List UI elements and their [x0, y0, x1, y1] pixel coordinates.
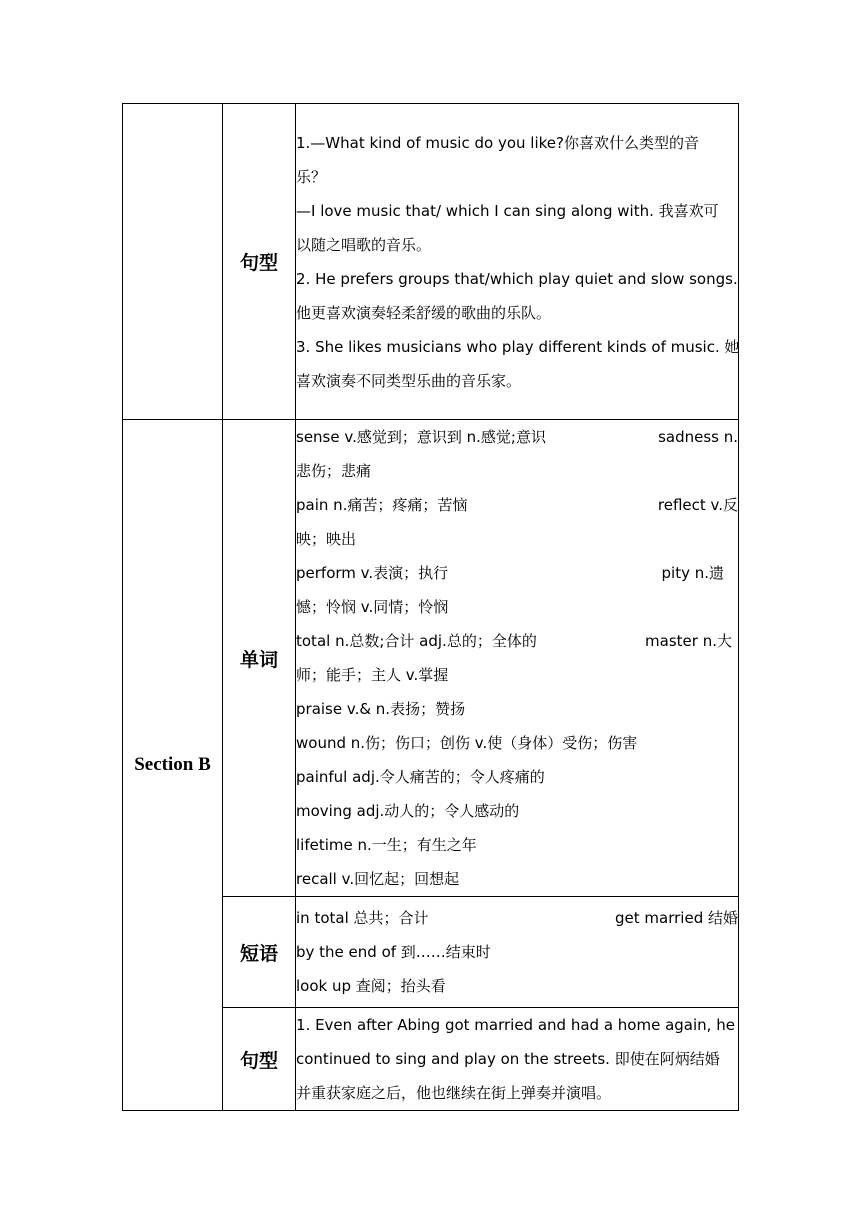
vocab-left: sense v.感觉到；意识到 n.感觉;意识 [296, 428, 546, 446]
phrase-line: look up 查阅；抬头看 [296, 977, 446, 995]
vocab-right: reflect v.反 [657, 496, 738, 514]
category-cell: 单词 [223, 420, 296, 897]
phrase-pair [296, 901, 738, 935]
vocabulary-content [296, 420, 739, 897]
table-row [123, 420, 739, 897]
content-line: 他更喜欢演奏轻柔舒缓的歌曲的乐队。 [296, 303, 552, 322]
section-label: Section B [123, 420, 223, 1111]
content-line: —I love music that/ which I can sing along with. 我喜欢可 [296, 201, 719, 220]
content-line: 乐？ [296, 167, 327, 186]
vocab-left: perform v.表演；执行 [296, 564, 449, 582]
vocab-line: painful adj.令人痛苦的；令人疼痛的 [296, 768, 545, 786]
category-cell: 句型 [223, 104, 296, 420]
vocab-continuation: 师；能手；主人 v.掌握 [296, 666, 449, 684]
vocab-left: total n.总数;合计 adj.总的；全体的 [296, 632, 537, 650]
content-line: 喜欢演奏不同类型乐曲的音乐家。 [296, 371, 522, 390]
vocab-left: pain n.痛苦；疼痛；苦恼 [296, 496, 468, 514]
vocab-right: master n.大 [645, 632, 732, 650]
table-row [123, 104, 739, 420]
content-line: 3. She likes musicians who play different kinds of music. 她 [296, 337, 740, 356]
vocab-pair [296, 420, 738, 454]
vocab-line: praise v.& n.表扬；赞扬 [296, 700, 466, 718]
vocab-line: lifetime n.一生；有生之年 [296, 836, 477, 854]
content-line: 1. Even after Abing got married and had a home again, he [296, 1016, 735, 1034]
phrase-right: get married 结婚 [615, 909, 738, 927]
section-cell-empty [123, 104, 223, 420]
category-cell: 句型 [223, 1008, 296, 1111]
category-cell: 短语 [223, 897, 296, 1008]
content-line: 以随之唱歌的音乐。 [296, 235, 432, 254]
vocab-pair [296, 556, 738, 590]
vocab-continuation: 映；映出 [296, 530, 357, 548]
vocab-continuation: 憾；怜悯 v.同情；怜悯 [296, 598, 449, 616]
vocab-line: wound n.伤；伤口；创伤 v.使（身体）受伤；伤害 [296, 734, 638, 752]
vocab-line: moving adj.动人的；令人感动的 [296, 802, 520, 820]
content-line: 2. He prefers groups that/which play quiet and slow songs. [296, 269, 738, 288]
vocab-line: recall v.回忆起；回想起 [296, 870, 460, 888]
vocab-pair [296, 624, 738, 658]
vocab-right: sadness n. [658, 428, 738, 446]
content-line: 并重获家庭之后，他也继续在街上弹奏并演唱。 [296, 1084, 612, 1102]
sentence-pattern-content [296, 104, 739, 420]
vocab-right: pity n.遗 [661, 564, 724, 582]
content-line: continued to sing and play on the streets. 即使在阿炳结婚 [296, 1050, 720, 1068]
phrase-line: by the end of 到……结束时 [296, 943, 491, 961]
phrase-left: in total 总共；合计 [296, 909, 429, 927]
phrase-content [296, 897, 739, 1008]
vocab-pair [296, 488, 738, 522]
content-line: 1.—What kind of music do you like?你喜欢什么类型的音 [296, 133, 699, 152]
sentence-pattern-content [296, 1008, 739, 1111]
vocab-continuation: 悲伤；悲痛 [296, 462, 372, 480]
vocabulary-table [122, 103, 739, 1111]
